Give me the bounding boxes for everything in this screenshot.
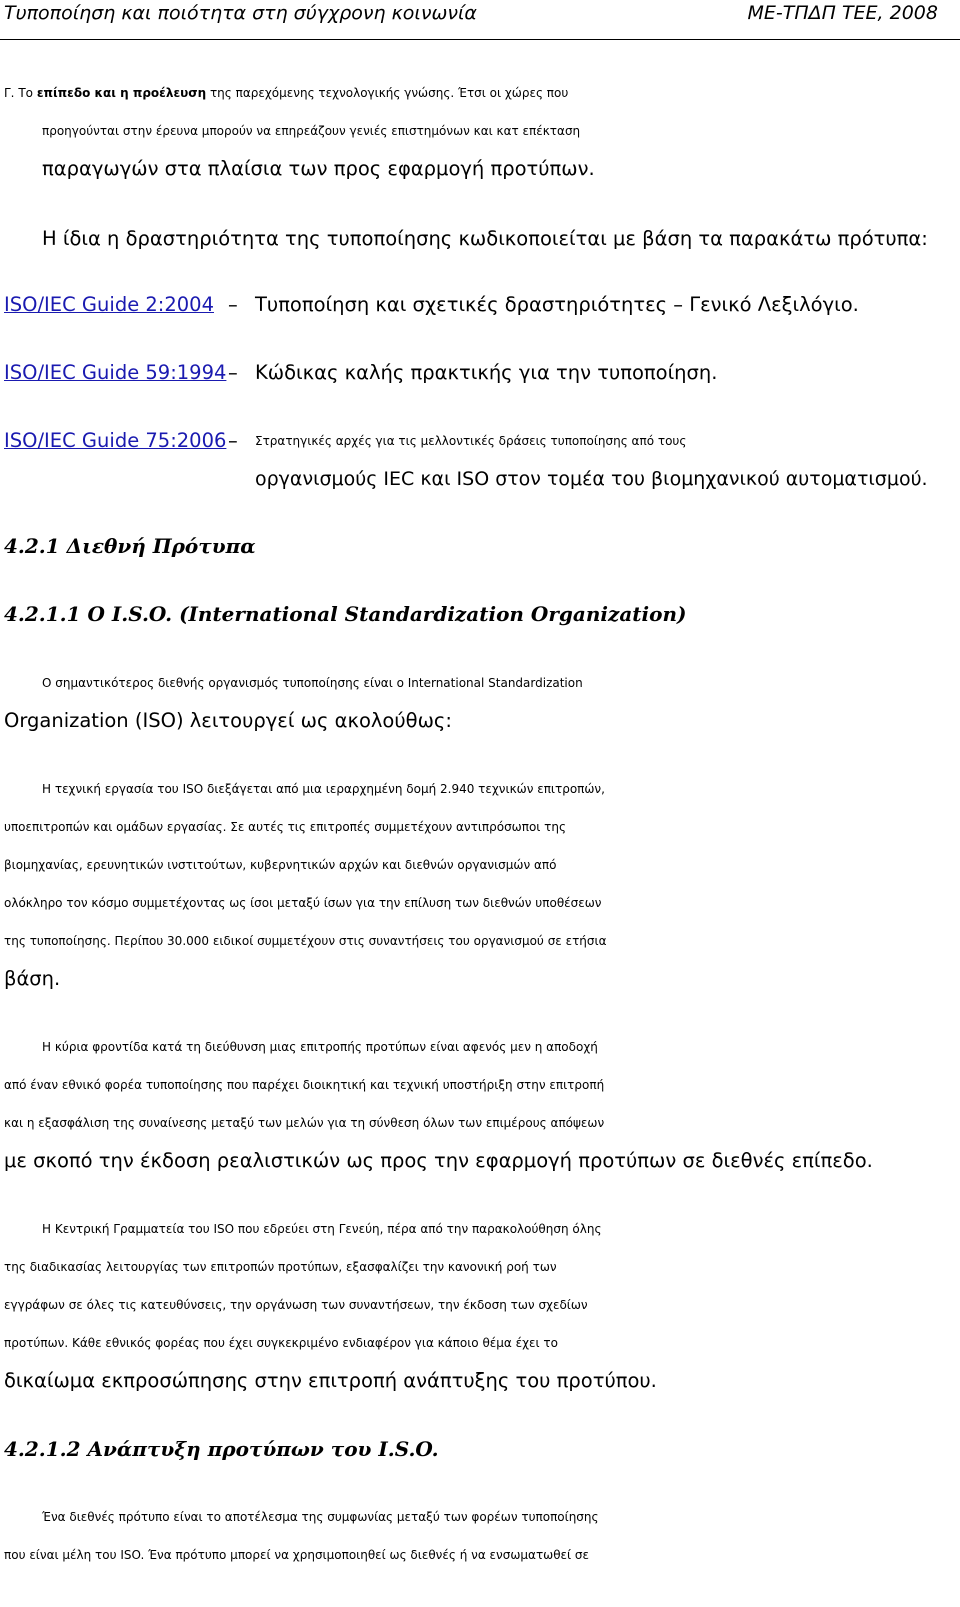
- guide-desc: Τυποποίηση και σχετικές δραστηριότητες – Γενικό Λεξιλόγιο.: [255, 293, 859, 316]
- para3-line: και η εξασφάλιση της συναίνεσης μεταξύ των μελών για τη σύνθεση όλων των επιμέρους απόψεων: [4, 1116, 605, 1130]
- section-heading: 4.2.1 Διεθνή Πρότυπα: [4, 534, 256, 558]
- codification-text: Η ίδια η δραστηριότητα της τυποποίησης κωδικοποιείται με βάση τα παρακάτω πρότυπα:: [42, 227, 928, 250]
- para3-line: Η κύρια φροντίδα κατά τη διεύθυνση μιας επιτροπής προτύπων είναι αφενός μεν η αποδοχή: [42, 1040, 598, 1054]
- para2-line: βάση.: [4, 967, 61, 990]
- para2-line: Η τεχνική εργασία του ISO διεξάγεται από μια ιεραρχημένη δομή 2.940 τεχνικών επιτροπών,: [42, 782, 605, 796]
- para2-line: της τυποποίησης. Περίπου 30.000 ειδικοί συμμετέχουν στις συναντήσεις του οργανισμού σε ετήσια: [4, 934, 607, 948]
- para4-line: εγγράφων σε όλες τις κατευθύνσεις, την οργάνωση των συναντήσεων, την έκδοση των σχεδίων: [4, 1298, 588, 1312]
- para2-line: υποεπιτροπών και ομάδων εργασίας. Σε αυτές τις επιτροπές συμμετέχουν αντιπρόσωποι της: [4, 820, 567, 834]
- para3-line: με σκοπό την έκδοση ρεαλιστικών ως προς την εφαρμογή προτύπων σε διεθνές επίπεδο.: [4, 1149, 873, 1172]
- para5-line: που είναι μέλη του ISO. Ένα πρότυπο μπορεί να χρησιμοποιηθεί ως διεθνές ή να ενσωματωθεί σε: [4, 1548, 590, 1562]
- para1-line: Ο σημαντικότερος διεθνής οργανισμός τυποποίησης είναι ο International Standardization: [42, 676, 583, 690]
- guide-dash: –: [228, 429, 238, 452]
- para1-line: Organization (ISO) λειτουργεί ως ακολούθως:: [4, 709, 452, 732]
- header-title: Τυποποίηση και ποιότητα στη σύγχρονη κοινωνία: [4, 2, 477, 24]
- guide-dash: –: [228, 293, 238, 316]
- para4-line: προτύπων. Κάθε εθνικός φορέας που έχει συγκεκριμένο ενδιαφέρον για κάποιο θέμα έχει το: [4, 1336, 558, 1350]
- guide-ref-link[interactable]: ISO/IEC Guide 59:1994: [4, 361, 227, 384]
- guide-ref-link[interactable]: ISO/IEC Guide 2:2004: [4, 293, 214, 316]
- guide-desc: Κώδικας καλής πρακτικής για την τυποποίηση.: [255, 361, 718, 384]
- para4-line: της διαδικασίας λειτουργίας των επιτροπών προτύπων, εξασφαλίζει την κανονική ροή των: [4, 1260, 557, 1274]
- para4-line: Η Κεντρική Γραμματεία του ISO που εδρεύει στη Γενεύη, πέρα από την παρακολούθηση όλης: [42, 1222, 602, 1236]
- page-header: [0, 0, 960, 40]
- guide-desc-cont: οργανισμούς IEC και ISO στον τομέα του βιομηχανικού αυτοματισμού.: [255, 468, 928, 490]
- guide-dash: –: [228, 361, 238, 384]
- para2-line: ολόκληρο τον κόσμο συμμετέχοντας ως ίσοι μεταξύ ίσων για την επίλυση των διεθνών υποθέσεων: [4, 896, 602, 910]
- subsection-heading: 4.2.1.2 Ανάπτυξη προτύπων του I.S.O.: [4, 1437, 439, 1461]
- guide-desc: Στρατηγικές αρχές για τις μελλοντικές δράσεις τυποποίησης από τους: [255, 434, 687, 448]
- guide-ref-link[interactable]: ISO/IEC Guide 75:2006: [4, 429, 227, 452]
- intro-line-2: προηγούνται στην έρευνα μπορούν να επηρεάζουν γενιές επιστημόνων και κατ επέκταση: [42, 124, 581, 138]
- para5-line: Ένα διεθνές πρότυπο είναι το αποτέλεσμα της συμφωνίας μεταξύ των φορέων τυποποίησης: [42, 1510, 599, 1524]
- intro-line-3: παραγωγών στα πλαίσια των προς εφαρμογή προτύπων.: [42, 157, 595, 180]
- para4-line: δικαίωμα εκπροσώπησης στην επιτροπή ανάπτυξης του προτύπου.: [4, 1369, 657, 1392]
- header-course: ΜΕ-ΤΠΔΠ ΤΕΕ, 2008: [747, 2, 938, 24]
- subsection-heading: 4.2.1.1 Ο I.S.O. (International Standardization Organization): [4, 602, 687, 626]
- para3-line: από έναν εθνικό φορέα τυποποίησης που παρέχει διοικητική και τεχνική υποστήριξη στην επιτροπή: [4, 1078, 605, 1092]
- para2-line: βιομηχανίας, ερευνητικών ινστιτούτων, κυβερνητικών αρχών και διεθνών οργανισμών από: [4, 858, 557, 872]
- intro-bold: επίπεδο και η προέλευση: [36, 86, 207, 100]
- intro-line-1: Γ. Το επίπεδο και η προέλευση της παρεχόμενης τεχνολογικής γνώσης. Έτσι οι χώρες που: [4, 86, 569, 100]
